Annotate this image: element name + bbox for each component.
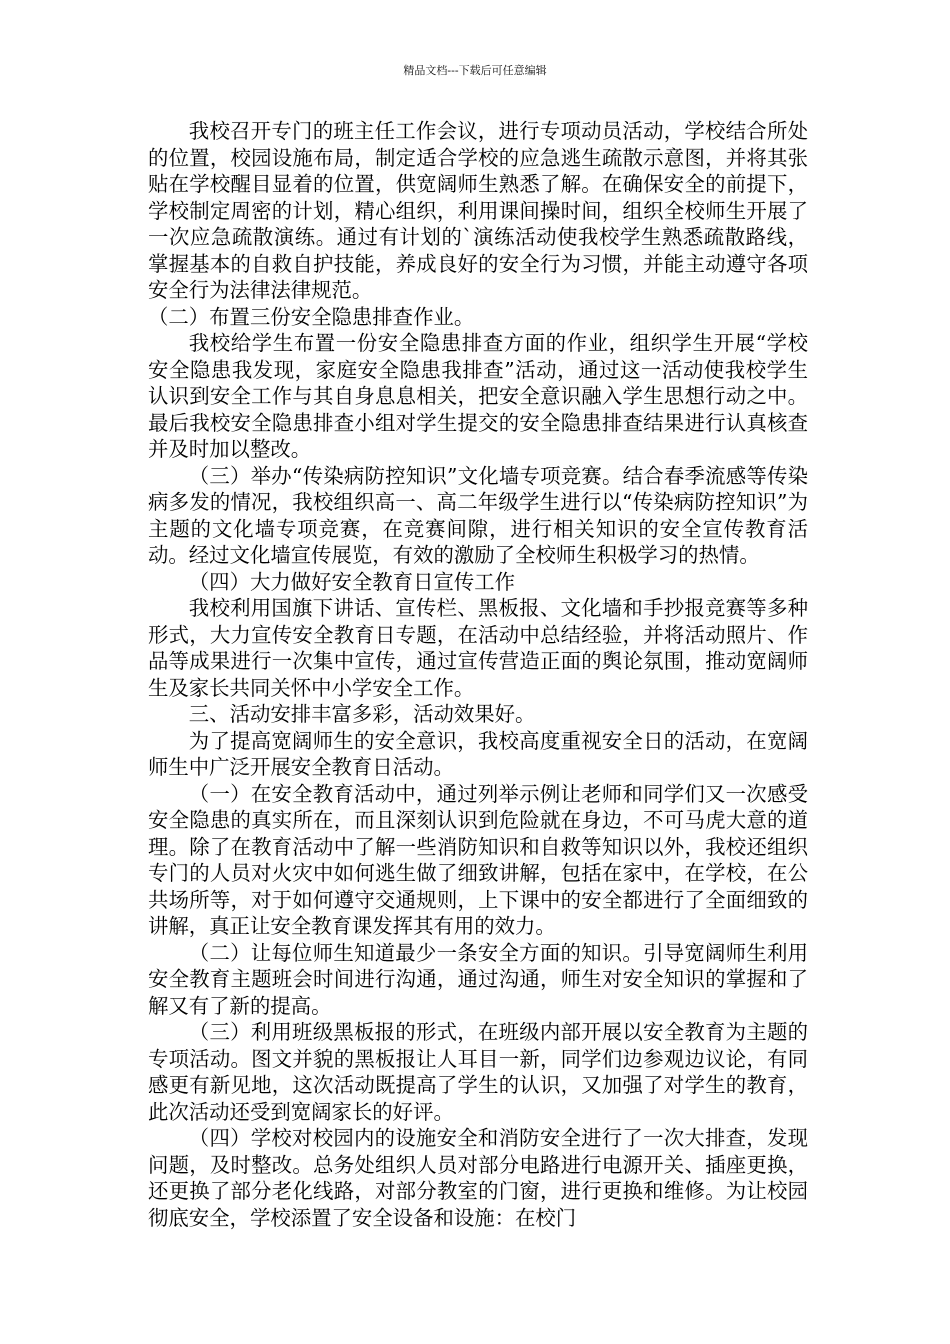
page-header: 精品文档---下载后可任意编辑 (403, 64, 547, 77)
section-heading-publicity: （四）大力做好安全教育日宣传工作 (188, 569, 516, 594)
paragraph-culture-wall: （三）举办“传染病防控知识”文化墙专项竞赛。结合春季流感等传染病多发的情况，我校组织高一、高二年级学生进行以“传染病防控知识”为主题的文化墙专项竞赛，在竞赛间隙，进行相关知识的安全宣传教育活动。经过文化墙宣传展览，有效的激励了全校师生积极学习的热情。 (148, 463, 808, 567)
document-body (148, 118, 808, 1231)
paragraph-homework: 我校给学生布置一份安全隐患排查方面的作业，组织学生开展“学校安全隐患我发现，家庭安全隐患我排查”活动，通过这一活动使我校学生认识到安全工作与其自身息息相关，把安全意识融入学生思想行动之中。最后我校安全隐患排查小组对学生提交的安全隐患排查结果进行认真核查并及时加以整改。 (148, 331, 808, 461)
paragraph-blackboard: （三）利用班级黑板报的形式，在班级内部开展以安全教育为主题的专项活动。图文并貌的黑板报让人耳目一新，同学们边参观边议论，有同感更有新见地，这次活动既提高了学生的认识，又加强了对学生的教育，此次活动还受到宽阔家长的好评。 (148, 1020, 808, 1124)
paragraph-publicity: 我校利用国旗下讲话、宣传栏、黑板报、文化墙和手抄报竞赛等多种形式，大力宣传安全教育日专题，在活动中总结经验，并将活动照片、作品等成果进行一次集中宣传，通过宣传营造正面的舆论氛围，推动宽阔师生及家长共同关怀中小学安全工作。 (148, 596, 808, 700)
section-heading-activities: 三、活动安排丰富多彩，活动效果好。 (188, 702, 536, 726)
section-heading-homework: （二）布置三份安全隐患排查作业。 (148, 304, 475, 329)
paragraph-knowledge: （二）让每位师生知道最少一条安全方面的知识。引导宽阔师生利用安全教育主题班会时间进行沟通，通过沟通，师生对安全知识的掌握和了解又有了新的提高。 (148, 940, 808, 1018)
paragraph-inspection: （四）学校对校园内的设施安全和消防安全进行了一次大排查，发现问题，及时整改。总务处组织人员对部分电路进行电源开关、插座更换，还更换了部分老化线路，对部分教室的门窗，进行更换和维修。为让校园彻底安全，学校添置了安全设备和设施：在校门 (148, 1126, 808, 1230)
paragraph-education-activity: （一）在安全教育活动中，通过列举示例让老师和同学们又一次感受安全隐患的真实所在，而且深刻认识到危险就在身边，不可马虎大意的道理。除了在教育活动中了解一些消防知识和自救等知识以外，我校还组织专门的人员对火灾中如何逃生做了细致讲解，包括在家中，在学校，在公共场所等，对于如何遵守交通规则，上下课中的安全都进行了全面细致的讲解，真正让安全教育课发挥其有用的效力。 (148, 781, 808, 938)
paragraph-activities-intro: 为了提高宽阔师生的安全意识，我校高度重视安全日的活动，在宽阔师生中广泛开展安全教育日活动。 (148, 728, 808, 779)
paragraph-drill: 我校召开专门的班主任工作会议，进行专项动员活动，学校结合所处的位置，校园设施布局，制定适合学校的应急逃生疏散示意图，并将其张贴在学校醒目显着的位置，供宽阔师生熟悉了解。在确保安全的前提下，学校制定周密的计划，精心组织，利用课间操时间，组织全校师生开展了一次应急疏散演练。通过有计划的`演练活动使我校学生熟悉疏散路线，掌握基本的自救自护技能，养成良好的安全行为习惯，并能主动遵守各项安全行为法律法律规范。 (148, 119, 808, 302)
